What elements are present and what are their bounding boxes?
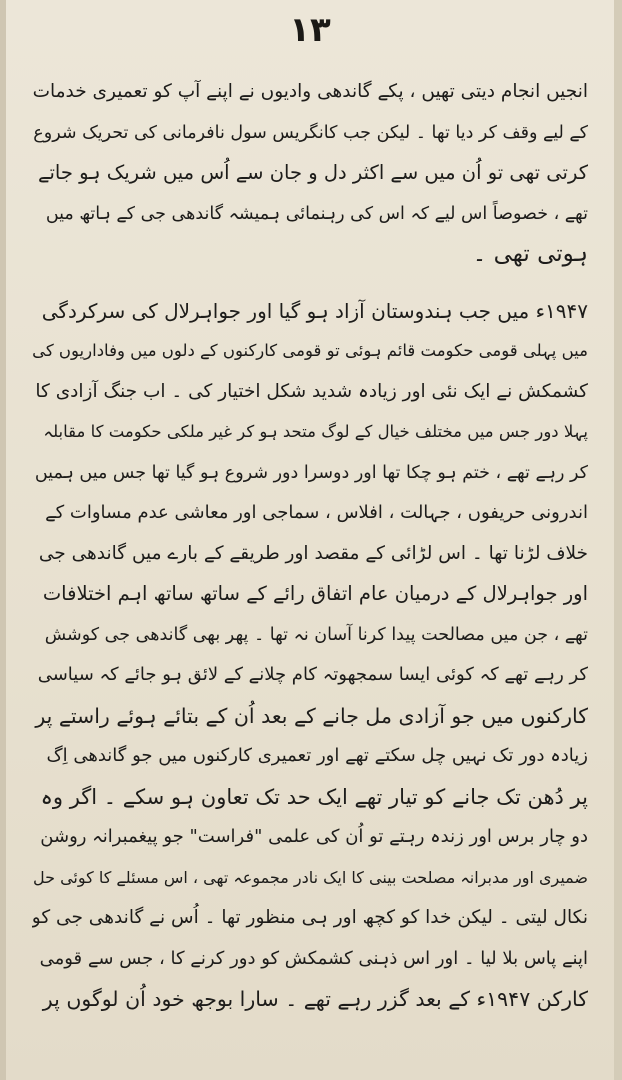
text-line: پہلا دور جس میں مختلف خیال کے لوگ متحد ہو کر غیر ملکی حکومت کا مقابلہ	[43, 422, 588, 441]
paragraph-2	[32, 291, 588, 1020]
text-line: نکال لیتی ۔ لیکن خدا کو کچھ اور ہی منظور تھا ۔ اُس نے گاندھی جی کو	[32, 907, 588, 928]
text-line: دو چار برس اور زندہ رہتے تو اُن کی علمی "فراست" جو پیغمبرانہ روشن	[40, 826, 588, 847]
text-line: پر دُھن تک جانے کو تیار تھے ایک حد تک تعاون ہو سکے ۔ اگر وہ	[40, 784, 588, 809]
paragraph-1	[32, 72, 588, 275]
text-line: انجیں انجام دیتی تھیں ، پکے گاندھی وادیوں نے اپنے آپ کو تعمیری خدمات	[32, 81, 588, 102]
text-line: تھے ، خصوصاً اس لیے کہ اس کی رہنمائی ہمیشہ گاندھی جی کے ہاتھ میں	[45, 203, 588, 224]
text-line: خلاف لڑنا تھا ۔ اس لڑائی کے مقصد اور طریقے کے بارے میں گاندھی جی	[38, 542, 588, 564]
text-line: اور جواہرلال کے درمیان عام اتفاق رائے کے ساتھ ساتھ اہم اختلافات	[42, 582, 588, 605]
text-line: میں پہلی قومی حکومت قائم ہوئی تو قومی کارکنوں کے دلوں میں وفاداریوں کی	[32, 341, 588, 360]
text-line: کر رہے تھے ، ختم ہو چکا تھا اور دوسرا دور شروع ہو گیا تھا جس میں ہمیں	[34, 462, 588, 483]
text-line: زیادہ دور تک نہیں چل سکتے تھے اور تعمیری کارکنوں میں جو گاندھی اِگ	[46, 745, 588, 766]
text-line: اندرونی حریفوں ، جہالت ، افلاس ، سماجی اور معاشی عدم مساوات کے	[45, 502, 588, 523]
text-line: کارکن ۱۹۴۷ء کے بعد گزر رہے تھے ۔ سارا بوجھ خود اُن لوگوں پر	[42, 987, 588, 1011]
page-number: ۱۳	[289, 10, 331, 50]
paragraph-gap	[32, 275, 588, 291]
text-line: کارکنوں میں جو آزادی مل جانے کے بعد اُن کے بتائے ہوئے راستے پر	[35, 703, 588, 728]
text-line: اپنے پاس بلا لیا ۔ اور اس ذہنی کشمکش کو دور کرنے کا ، جس سے قومی	[39, 947, 588, 969]
text-line: کشمکش نے ایک نئی اور زیادہ شدید شکل اختیار کی ۔ اب جنگ آزادی کا	[35, 380, 588, 402]
text-line: ہوتی تھی ۔	[472, 241, 588, 267]
text-line: کر رہے تھے کہ کوئی ایسا سمجھوتہ کام چلانے کے لائق ہو جائے کہ سیاسی	[37, 664, 588, 685]
text-line: ۱۹۴۷ء میں جب ہندوستان آزاد ہو گیا اور جواہرلال کی سرکردگی	[41, 298, 588, 323]
text-line: کے لیے وقف کر دیا تھا ۔ لیکن جب کانگریس سول نافرمانی کی تحریک شروع	[33, 122, 588, 143]
text-line: ضمیری اور مدبرانہ مصلحت بینی کا ایک نادر مجموعہ تھی ، اس مسئلے کا کوئی حل	[33, 867, 588, 887]
text-line: تھے ، جن میں مصالحت پیدا کرنا آسان نہ تھا ۔ پھر بھی گاندھی جی کوشش	[44, 624, 588, 645]
text-line: کرتی تھی تو اُن میں سے اکثر دل و جان سے اُس میں شریک ہو جاتے	[38, 161, 588, 184]
body-text	[32, 72, 588, 1020]
